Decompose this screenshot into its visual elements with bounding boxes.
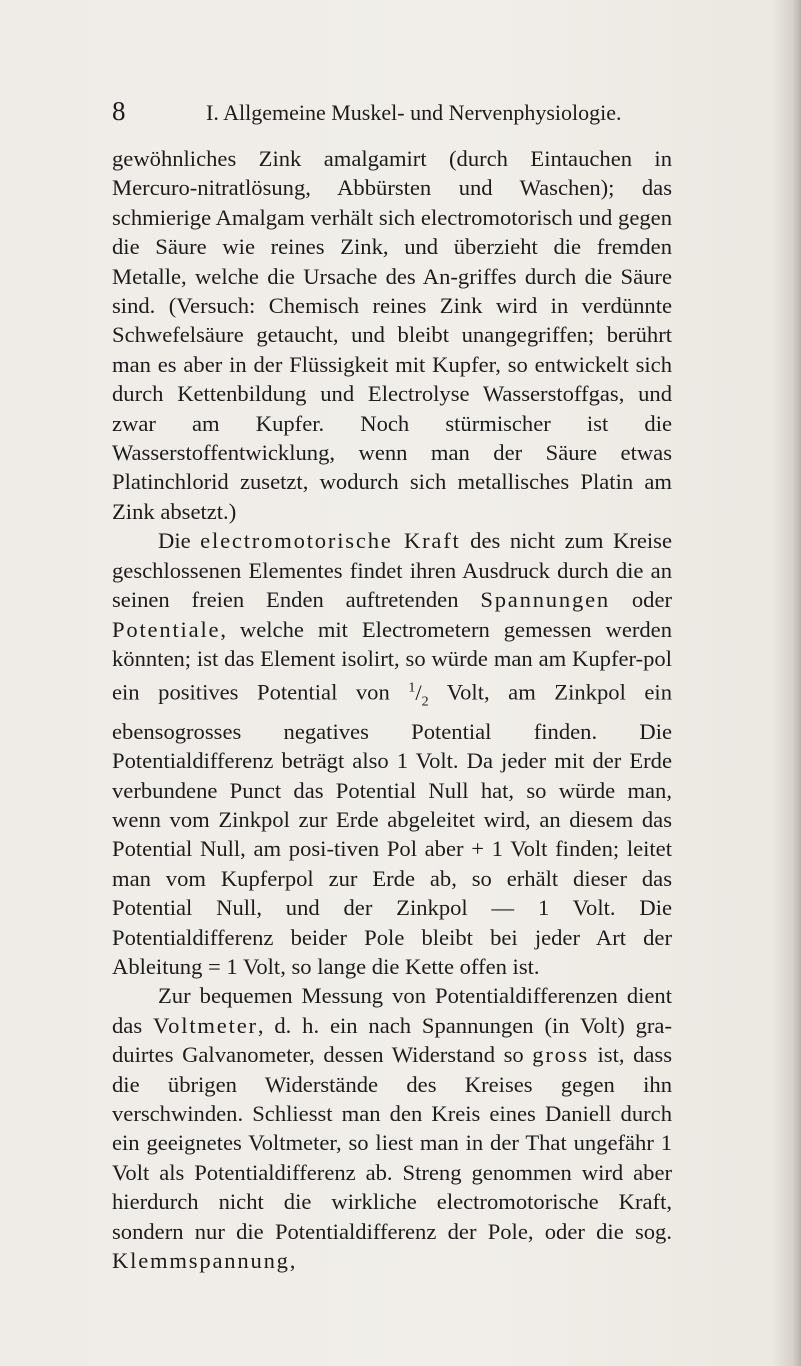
spaced-term: Klemmspannung [112, 1248, 290, 1274]
text-run: des nicht zum Kreise geschlossenen Elementes findet ihren Ausdruck durch die an seinen freien Enden auftretenden [112, 528, 672, 613]
text-run: Die [158, 528, 201, 554]
text-run: oder [610, 587, 673, 613]
paragraph [112, 526, 672, 981]
spaced-term: Spannungen [480, 587, 611, 613]
paragraph [112, 144, 672, 526]
text-run: ist, dass die übrigen Widerstände des Kreises gegen ihn verschwinden. Schliesst man den Kreis eines Daniell durch ein geeignetes Voltmeter, so liest man in der That ungefähr 1 Volt als Potentialdifferenz ab. Streng genommen wird aber hierdurch nicht die wirkliche electromotorische Kraft, sondern nur die Potentialdifferenz der Pole, oder die sog. [112, 1042, 673, 1244]
page-header [112, 94, 672, 128]
page-edge-shadow [773, 0, 801, 1366]
text-run: , d. h. ein nach Spannungen (in Volt) gra-duirtes Galvanometer, dessen Widerstand so [112, 1012, 672, 1068]
text-run: , welche mit Electrometern gemessen werden könnten; ist das Element isolirt, so würde man am Kupfer-pol ein positives Potential von [112, 616, 672, 705]
body-text [112, 144, 672, 1275]
spaced-term: electromotorische Kraft [200, 528, 461, 554]
text-run: Volt, am Zinkpol ein ebensogrosses negatives Potential finden. Die Potentialdifferenz beträgt also 1 Volt. Da jeder mit der Erde verbundene Punct das Potential Null hat, so würde man, wenn vom Zinkpol zur Erde abgeleitet wird, an diesem das Potential Null, am posi-tiven Pol aber + 1 Volt finden; leitet man vom Kupferpol zur Erde ab, so erhält dieser das Potential Null, und der Zinkpol — 1 Volt. Die Potentialdifferenz beider Pole bleibt bei jeder Art der Ableitung = 1 Volt, so lange die Kette offen ist. [112, 679, 672, 980]
page-number: 8 [112, 96, 126, 126]
text-run: , [289, 1248, 296, 1274]
spaced-term: Potentiale [112, 616, 221, 642]
running-head: I. Allgemeine Muskel- und Nervenphysiologie. [206, 100, 622, 125]
text-run: Zur bequemen Messung von Potentialdifferenzen dient das [112, 983, 672, 1038]
text-run: gewöhnliches Zink amalgamirt (durch Eintauchen in Mercuro-nitratlösung, Abbürsten und Waschen); das schmierige Amalgam verhält sich electromotorisch und gegen die Säure wie reines Zink, und überzieht die fremden Metalle, welche die Ursache des An-griffes durch die Säure sind. (Versuch: Chemisch reines Zink wird in verdünnte Schwefelsäure getaucht, und bleibt unangegriffen; berührt man es aber in der Flüssigkeit mit Kupfer, so entwickelt sich durch Kettenbildung und Electrolyse Wasserstoffgas, und zwar am Kupfer. Noch stürmischer ist die Wasserstoffentwicklung, wenn man der Säure etwas Platinchlorid zusetzt, wodurch sich metallisches Platin am Zink absetzt.) [112, 146, 672, 524]
spaced-term: gross [532, 1042, 589, 1068]
paragraph [112, 981, 672, 1275]
spaced-term: Voltmeter [152, 1012, 258, 1038]
fraction: $^1/_2$ [408, 679, 429, 710]
